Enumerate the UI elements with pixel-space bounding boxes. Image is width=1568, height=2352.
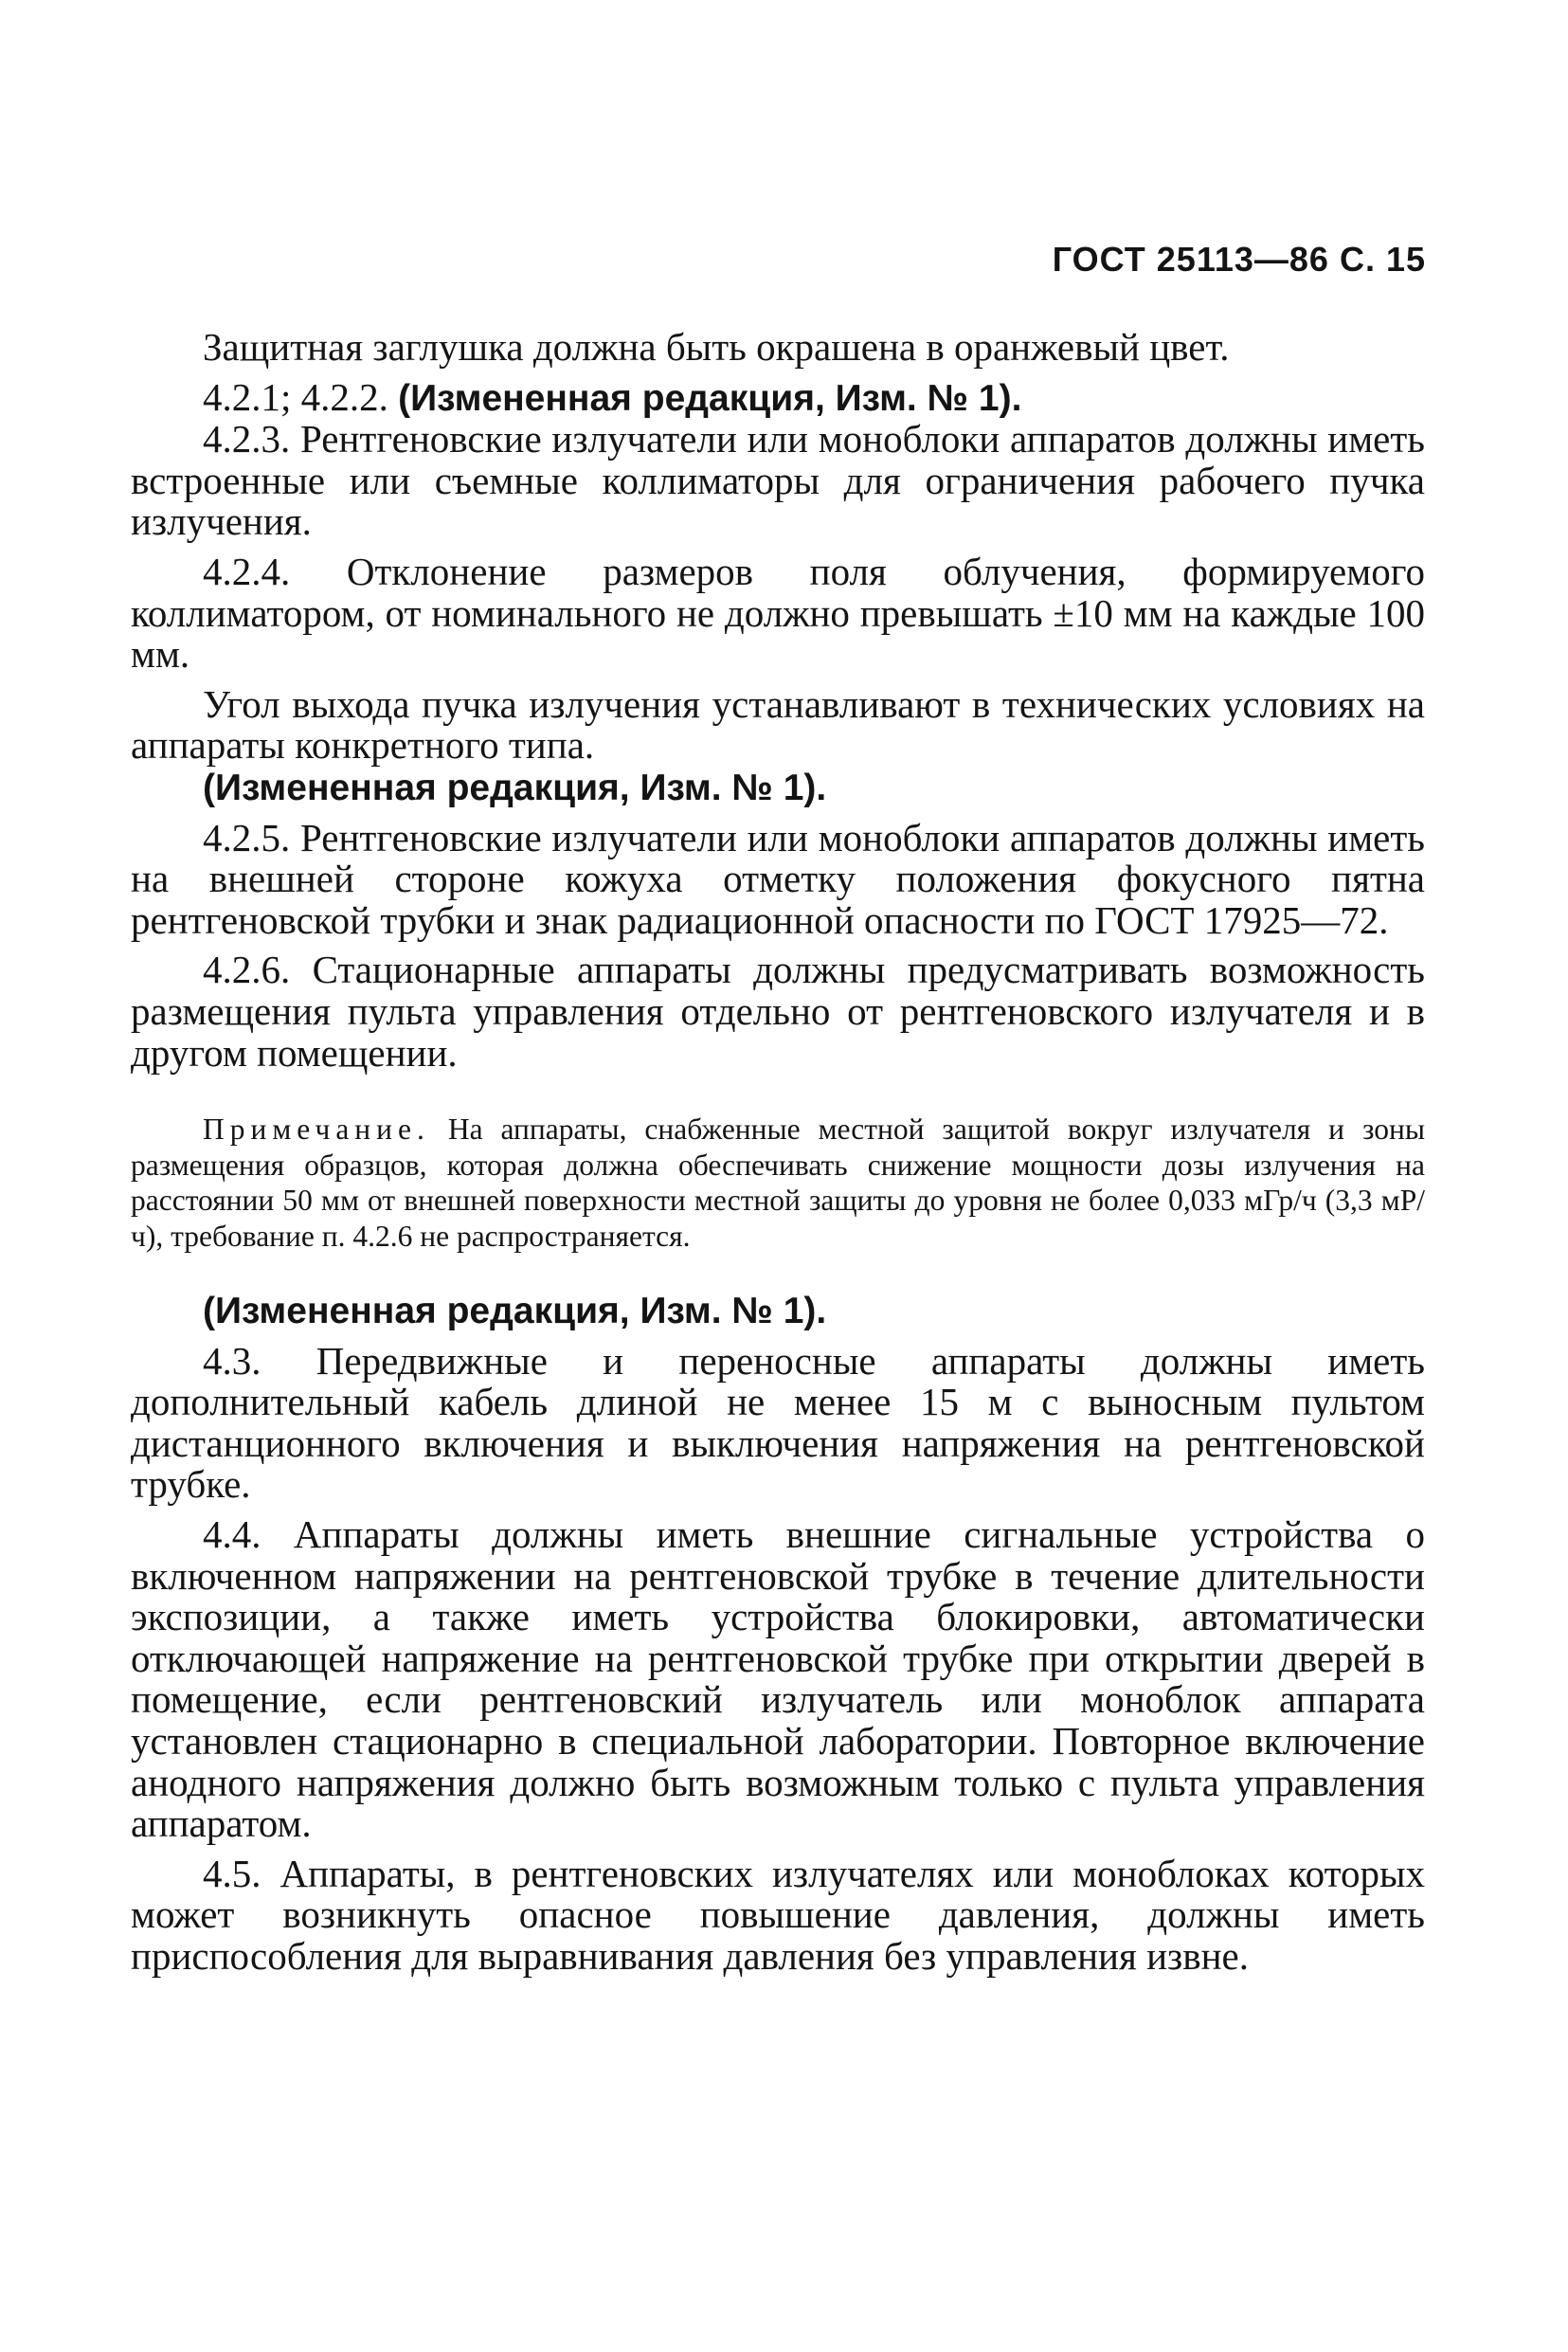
paragraph-4-2-6: 4.2.6. Стационарные аппараты должны предусматривать возможность размещения пульта управления отдельно от рентгеновского излучателя и в другом помещении. xyxy=(131,948,1425,1075)
paragraph-protective-plug: Защитная заглушка должна быть окрашена в оранжевый цвет. xyxy=(203,325,1230,369)
note-paragraph xyxy=(131,1112,1425,1254)
amendment-reference: (Измененная редакция, Изм. № 1). xyxy=(398,377,1022,419)
paragraph-4-2-1-4-2-2 xyxy=(131,374,1425,420)
paragraph-4-3: 4.3. Передвижные и переносные аппараты должны иметь дополнительный кабель длиной не менее 15 м с выносным пультом дистанционного включения и выключения напряжения на рентгеновской трубке. xyxy=(131,1338,1425,1507)
amendment-reference xyxy=(131,1290,1425,1332)
amendment-reference-text: (Измененная редакция, Изм. № 1). xyxy=(203,1291,827,1332)
paragraph-beam-angle: Угол выхода пучка излучения устанавливают в технических условиях на аппараты конкретного типа. xyxy=(131,681,1425,768)
paragraph-4-2-3: 4.2.3. Рентгеновские излучатели или моноблоки аппаратов должны иметь встроенные или съемные коллиматоры для ограничения рабочего пучка излучения. xyxy=(131,417,1425,544)
page-header: ГОСТ 25113—86 С. 15 xyxy=(1052,240,1426,279)
paragraph-4-5: 4.5. Аппараты, в рентгеновских излучателях или моноблоках которых может возникнуть опасное повышение давления, должны иметь приспособления для выравнивания давления без управления извне. xyxy=(131,1851,1425,1978)
document-body xyxy=(131,327,1425,1978)
note-label: Примечание. xyxy=(203,1113,430,1147)
paragraph-4-2-4: 4.2.4. Отклонение размеров поля облучения, формируемого коллиматором, от номинального не должно превышать ±10 мм на каждые 100 мм. xyxy=(131,549,1425,677)
note-text: На аппараты, снабженные местной защитой вокруг излучателя и зоны размещения образцов, которая должна обеспечивать снижение мощности дозы излучения на расстоянии 50 мм от внешней поверхности местной защиты до уровня не более 0,033 мГр/ч (3,3 мР/ч), требование п. 4.2.6 не распространяется. xyxy=(131,1113,1425,1253)
paragraph-4-2-5: 4.2.5. Рентгеновские излучатели или моноблоки аппаратов должны иметь на внешней стороне кожуха отметку положения фокусного пятна рентгеновской трубки и знак радиационной опасности по ГОСТ 17925—72. xyxy=(131,815,1425,942)
clause-numbers: 4.2.1; 4.2.2. xyxy=(203,374,388,419)
amendment-reference-text: (Измененная редакция, Изм. № 1). xyxy=(203,767,827,808)
paragraph-4-4: 4.4. Аппараты должны иметь внешние сигнальные устройства о включенном напряжении на рентгеновской трубке в течение длительности экспозиции, а также иметь устройства блокировки, автоматически отключающей напряжение на рентгеновской трубке при открытии дверей в помещение, если рентгеновский излучатель или моноблок аппарата установлен стационарно в специальной лаборатории. Повторное включение анодного напряжения должно быть возможным только с пульта управления аппаратом. xyxy=(131,1512,1425,1846)
amendment-reference xyxy=(131,767,1425,809)
